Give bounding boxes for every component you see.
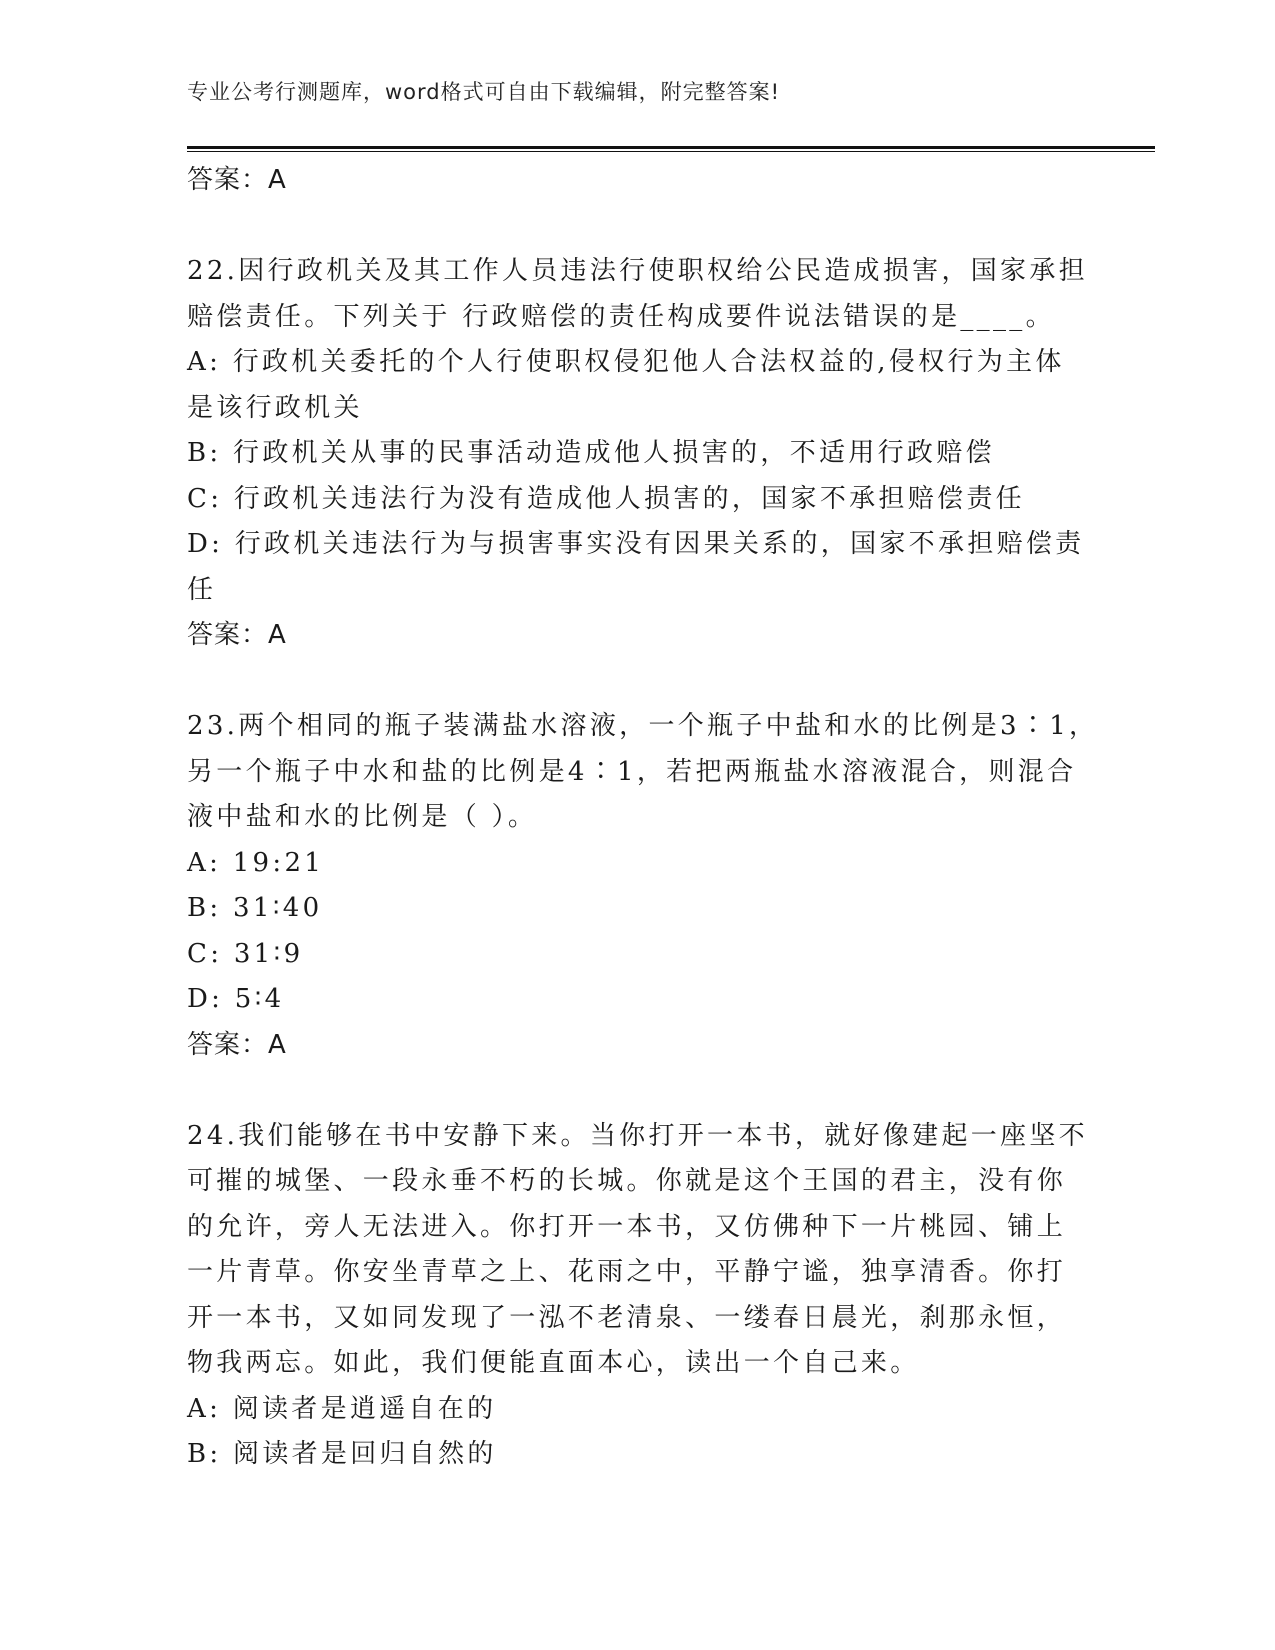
question-24 (187, 1114, 1087, 1478)
option-line: B: 行政机关从事的民事活动造成他人损害的，不适用行政赔偿 (187, 438, 995, 468)
option-d: D: 5∶4 (187, 984, 285, 1014)
question-stem-line: 22.因行政机关及其工作人员违法行使职权给公民造成损害，国家承担 (187, 256, 1088, 286)
page-header: 专业公考行测题库，word格式可自由下载编辑，附完整答案! (187, 80, 781, 104)
option-b: B: 31∶40 (187, 893, 323, 923)
option-b: B: 阅读者是回归自然的 (187, 1439, 497, 1469)
document-content (187, 158, 1099, 1478)
option-c: C: 31∶9 (187, 938, 304, 969)
option-a: A: 19:21 (187, 847, 325, 878)
option-line: C: 行政机关违法行为没有造成他人损害的，国家不承担赔偿责任 (187, 483, 1025, 514)
question-stem-line: 液中盐和水的比例是（ ）。 (187, 802, 538, 832)
option-c (187, 477, 1087, 523)
question-stem-line: 另一个瓶子中水和盐的比例是4∶1，若把两瓶盐水溶液混合，则混合 (187, 756, 1077, 787)
question-stem-line: 一片青草。你安坐青草之上、花雨之中，平静宁谧，独享清香。你打 (187, 1257, 1067, 1287)
header-rule-thin (187, 151, 1155, 152)
option-d (187, 522, 1087, 613)
option-a (187, 340, 1087, 431)
option-a: A: 阅读者是逍遥自在的 (187, 1393, 497, 1424)
option-b (187, 431, 1087, 477)
previous-answer: 答案：A (187, 165, 287, 195)
answer-23: 答案：A (187, 1029, 287, 1060)
header-rule-thick (187, 146, 1155, 149)
option-line: D: 行政机关违法行为与损害事实没有因果关系的，国家不承担赔偿责 (187, 529, 1085, 559)
option-line: 是该行政机关 (187, 392, 363, 423)
question-22 (187, 249, 1087, 659)
answer-22: 答案：A (187, 620, 287, 650)
question-stem-line: 赔偿责任。下列关于 行政赔偿的责任构成要件说法错误的是____。 (187, 301, 1055, 332)
option-line: 任 (187, 574, 217, 605)
option-line: A: 行政机关委托的个人行使职权侵犯他人合法权益的,侵权行为主体 (187, 347, 1065, 377)
question-stem-line: 物我两忘。如此，我们便能直面本心，读出一个自己来。 (187, 1348, 920, 1378)
question-stem-line: 24.我们能够在书中安静下来。当你打开一本书，就好像建起一座坚不 (187, 1120, 1088, 1151)
question-stem-line: 23.两个相同的瓶子装满盐水溶液，一个瓶子中盐和水的比例是3∶1， (187, 711, 1099, 741)
question-stem-line: 开一本书，又如同发现了一泓不老清泉、一缕春日晨光，刹那永恒， (187, 1302, 1067, 1333)
question-stem-line: 的允许，旁人无法进入。你打开一本书，又仿佛种下一片桃园、铺上 (187, 1211, 1067, 1242)
question-stem-line: 可摧的城堡、一段永垂不朽的长城。你就是这个王国的君主，没有你 (187, 1166, 1067, 1196)
question-23 (187, 704, 1099, 1068)
